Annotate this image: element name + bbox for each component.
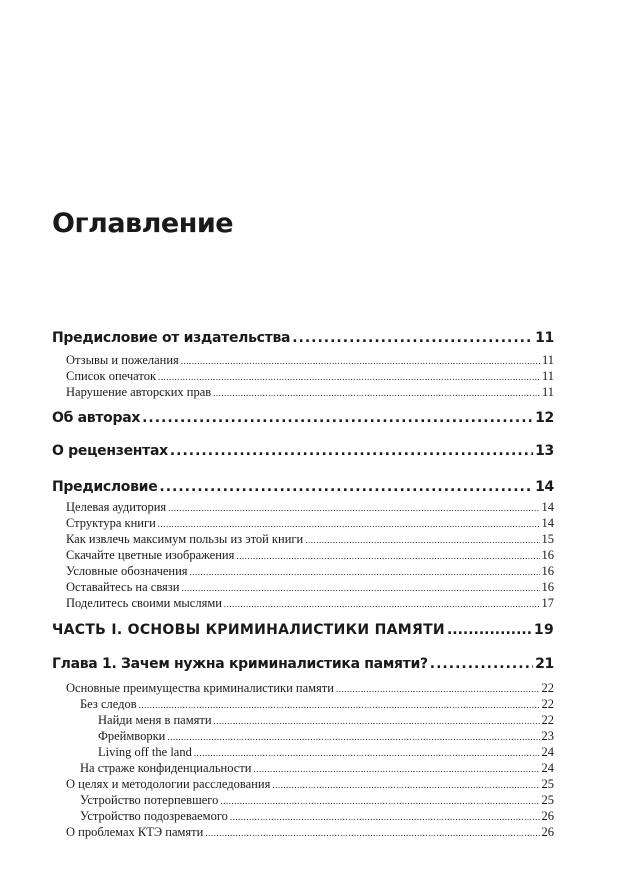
toc-entry-page: 14	[541, 500, 554, 514]
toc-entry-page: 25	[541, 793, 554, 807]
toc-leader-dots	[447, 622, 532, 638]
toc-entry-title: Отзывы и пожелания	[66, 353, 179, 367]
toc-entry[interactable]	[52, 443, 554, 459]
toc-leader-dots	[170, 443, 533, 459]
toc-entry-title: Глава 1. Зачем нужна криминалистика памяти?	[52, 656, 428, 672]
toc-entry[interactable]	[52, 681, 554, 696]
toc-entry-page: 11	[541, 369, 554, 383]
toc-entry-page: 14	[541, 516, 554, 530]
toc-leader-dots	[159, 479, 533, 495]
toc-entry-page: 26	[541, 825, 554, 839]
toc-leader-dots	[158, 516, 540, 531]
toc-leader-dots	[292, 330, 533, 346]
toc-entry[interactable]	[52, 729, 554, 744]
toc-leader-dots	[181, 580, 539, 595]
toc-entry[interactable]	[52, 548, 554, 563]
toc-entry-page: 22	[541, 713, 554, 727]
toc-entry-title: О проблемах КТЭ памяти	[66, 825, 204, 839]
toc-entry-title: Скачайте цветные изображения	[66, 548, 235, 562]
toc-entry-title: О рецензентах	[52, 443, 168, 459]
table-of-contents	[52, 0, 554, 895]
toc-leader-dots	[142, 410, 533, 426]
toc-entry-title: Без следов	[80, 697, 137, 711]
toc-leader-dots	[158, 369, 540, 384]
toc-leader-dots	[214, 713, 540, 728]
toc-leader-dots	[167, 729, 539, 744]
toc-entry-title: ЧАСТЬ I. ОСНОВЫ КРИМИНАЛИСТИКИ ПАМЯТИ	[52, 622, 445, 638]
toc-leader-dots	[194, 745, 540, 760]
toc-entry[interactable]	[52, 793, 554, 808]
toc-leader-dots	[305, 532, 539, 547]
toc-entry[interactable]	[52, 745, 554, 760]
toc-leader-dots	[254, 761, 540, 776]
toc-leader-dots	[230, 809, 540, 824]
toc-leader-dots	[190, 564, 540, 579]
toc-entry[interactable]	[52, 596, 554, 611]
toc-leader-dots	[336, 681, 540, 696]
toc-entry-title: Фреймворки	[98, 729, 166, 743]
toc-entry[interactable]	[52, 500, 554, 515]
toc-entry-title: Living off the land	[98, 745, 192, 759]
toc-leader-dots	[430, 656, 533, 672]
toc-entry[interactable]	[52, 479, 554, 495]
toc-entry-title: Устройство потерпевшего	[80, 793, 219, 807]
toc-entry-page: 15	[541, 532, 554, 546]
toc-entry-title: Нарушение авторских прав	[66, 385, 212, 399]
toc-entry-page: 19	[533, 622, 554, 638]
toc-entry-title: Условные обозначения	[66, 564, 188, 578]
toc-leader-dots	[213, 385, 540, 400]
toc-entry-title: Предисловие от издательства	[52, 330, 291, 346]
toc-entry-title: Об авторах	[52, 410, 141, 426]
toc-entry-page: 13	[535, 443, 554, 459]
toc-entry-page: 16	[541, 580, 554, 594]
toc-entry-page: 11	[541, 385, 554, 399]
toc-entry[interactable]	[52, 622, 554, 638]
toc-entry[interactable]	[52, 516, 554, 531]
toc-entry-page: 26	[541, 809, 554, 823]
toc-entry-page: 24	[541, 745, 554, 759]
toc-entry[interactable]	[52, 353, 554, 368]
toc-entry[interactable]	[52, 369, 554, 384]
toc-entry-title: Устройство подозреваемого	[80, 809, 228, 823]
toc-entry-title: Список опечаток	[66, 369, 157, 383]
toc-entry[interactable]	[52, 697, 554, 712]
toc-entry-page: 16	[541, 548, 554, 562]
toc-entry-page: 14	[535, 479, 554, 495]
toc-entry-title: Найди меня в памяти	[98, 713, 212, 727]
toc-leader-dots	[139, 697, 540, 712]
toc-entry-page: 23	[541, 729, 554, 743]
toc-entry[interactable]	[52, 532, 554, 547]
toc-entry[interactable]	[52, 330, 554, 346]
toc-entry-title: Основные преимущества криминалистики памяти	[66, 681, 334, 695]
toc-entry-page: 22	[541, 681, 554, 695]
toc-entry-title: На страже конфиденциальности	[80, 761, 252, 775]
page-title: Оглавление	[52, 208, 234, 239]
toc-entry-page: 25	[541, 777, 554, 791]
toc-entry-page: 11	[535, 330, 554, 346]
toc-entry-page: 12	[535, 410, 554, 426]
toc-entry-page: 16	[541, 564, 554, 578]
toc-entry[interactable]	[52, 761, 554, 776]
toc-entry[interactable]	[52, 777, 554, 792]
toc-entry[interactable]	[52, 410, 554, 426]
toc-entry-page: 11	[541, 353, 554, 367]
toc-leader-dots	[168, 500, 539, 515]
toc-entry[interactable]	[52, 825, 554, 840]
toc-leader-dots	[236, 548, 539, 563]
toc-entry-page: 22	[541, 697, 554, 711]
toc-entry[interactable]	[52, 564, 554, 579]
toc-entry[interactable]	[52, 580, 554, 595]
toc-entry-page: 17	[541, 596, 554, 610]
toc-entry-title: Структура книги	[66, 516, 156, 530]
toc-entry[interactable]	[52, 713, 554, 728]
toc-entry-page: 21	[535, 656, 554, 672]
toc-entry-title: Предисловие	[52, 479, 158, 495]
toc-entry[interactable]	[52, 809, 554, 824]
toc-leader-dots	[220, 793, 539, 808]
toc-entry-title: О целях и методологии расследования	[66, 777, 271, 791]
toc-entry-title: Поделитесь своими мыслями	[66, 596, 222, 610]
toc-entry-title: Целевая аудитория	[66, 500, 167, 514]
toc-leader-dots	[224, 596, 540, 611]
toc-entry[interactable]	[52, 656, 554, 672]
toc-entry-page: 24	[541, 761, 554, 775]
toc-entry-title: Оставайтесь на связи	[66, 580, 180, 594]
toc-entry-title: Как извлечь максимум пользы из этой книги	[66, 532, 304, 546]
toc-leader-dots	[181, 353, 540, 368]
toc-entry[interactable]	[52, 385, 554, 400]
toc-leader-dots	[272, 777, 539, 792]
toc-leader-dots	[205, 825, 539, 840]
